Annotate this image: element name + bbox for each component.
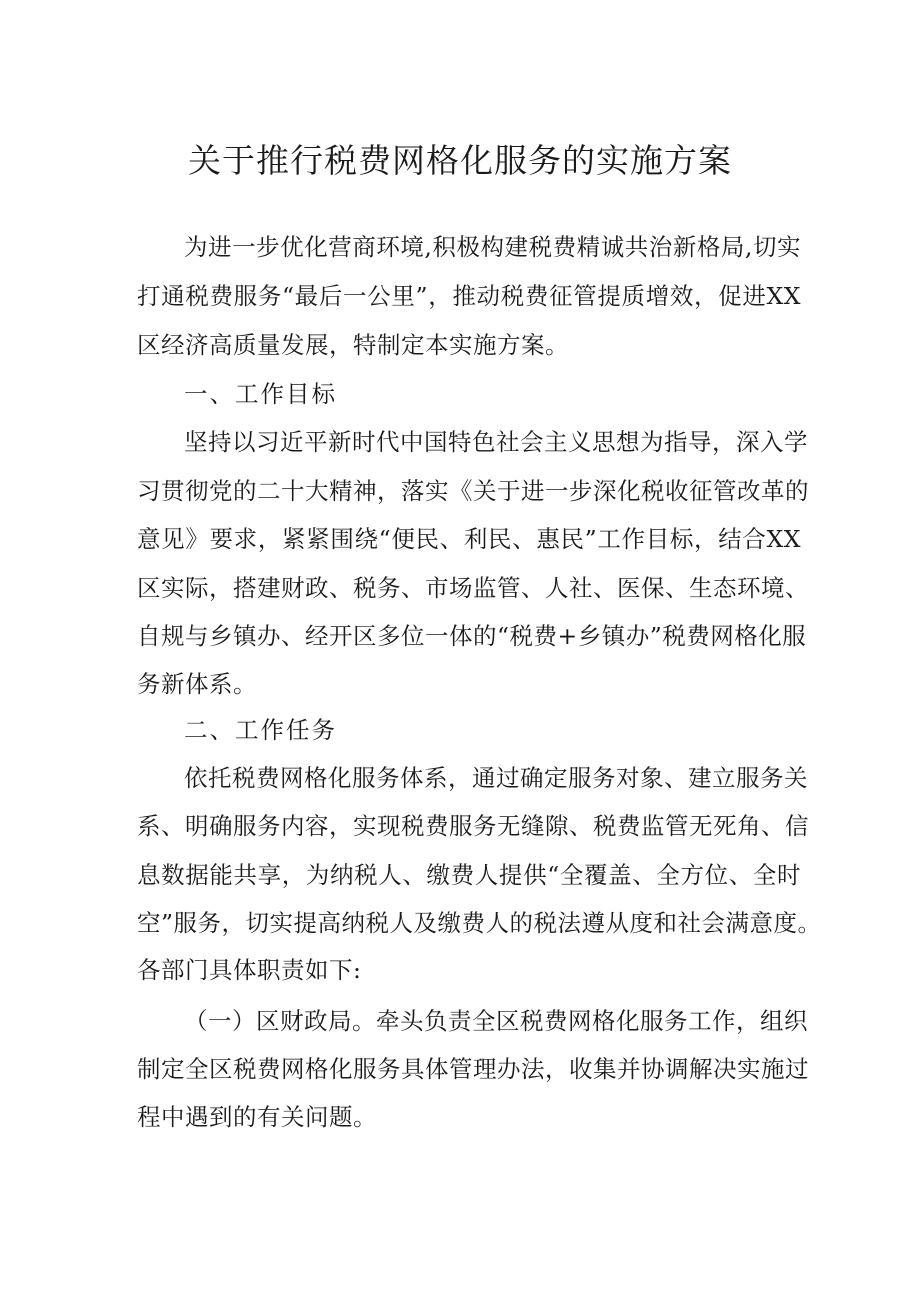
paragraph-2-line-6: 务新体系。 xyxy=(137,670,257,698)
paragraph-4-line-3: 程中遇到的有关问题。 xyxy=(137,1103,377,1131)
section-heading-goals: 一、工作目标 xyxy=(184,380,337,408)
paragraph-1-line-2: 打通税费服务“最后一公里”，推动税费征管提质增效，促进XX xyxy=(137,282,801,310)
paragraph-1-line-1: 为进一步优化营商环境,积极构建税费精诚共治新格局,切实 xyxy=(184,233,801,261)
paragraph-4-line-2: 制定全区税费网格化服务具体管理办法，收集并协调解决实施过 xyxy=(137,1055,809,1083)
paragraph-4-line-1: （一）区财政局。牵头负责全区税费网格化服务工作，组织 xyxy=(184,1007,808,1035)
paragraph-2-line-5: 自规与乡镇办、经开区多位一体的“税费+乡镇办”税费网格化服 xyxy=(137,622,807,650)
document-title: 关于推行税费网格化服务的实施方案 xyxy=(188,141,732,180)
paragraph-2-line-1: 坚持以习近平新时代中国特色社会主义思想为指导，深入学 xyxy=(184,428,808,456)
paragraph-2-line-3: 意见》要求，紧紧围绕“便民、利民、惠民”工作目标，结合XX xyxy=(137,525,801,553)
paragraph-2-line-4: 区实际，搭建财政、税务、市场监管、人社、医保、生态环境、 xyxy=(137,574,809,602)
paragraph-3-line-5: 各部门具体职责如下: xyxy=(137,956,362,984)
paragraph-2-line-2: 习贯彻党的二十大精神，落实《关于进一步深化税收征管改革的 xyxy=(137,477,809,505)
section-heading-tasks: 二、工作任务 xyxy=(184,716,337,744)
paragraph-1-line-3: 区经济高质量发展，特制定本实施方案。 xyxy=(137,331,569,359)
paragraph-3-line-1: 依托税费网格化服务体系，通过确定服务对象、建立服务关 xyxy=(184,764,808,792)
paragraph-3-line-4: 空”服务，切实提高纳税人及缴费人的税法遵从度和社会满意度。 xyxy=(137,909,822,937)
paragraph-3-line-3: 息数据能共享，为纳税人、缴费人提供“全覆盖、全方位、全时 xyxy=(137,861,801,889)
paragraph-3-line-2: 系、明确服务内容，实现税费服务无缝隙、税费监管无死角、信 xyxy=(137,812,809,840)
